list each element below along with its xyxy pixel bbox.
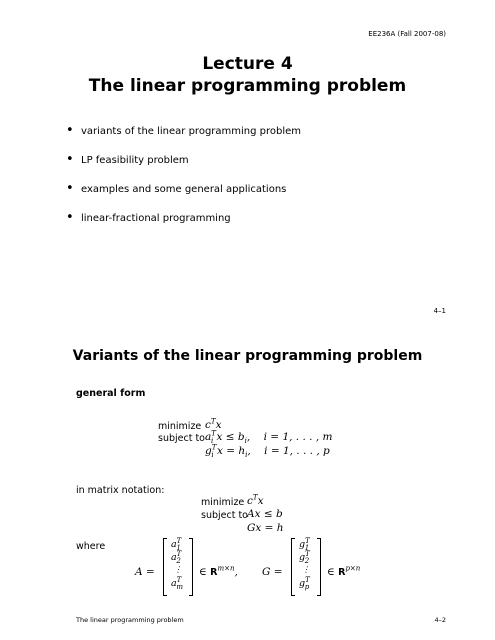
equality-constraint: $g^T_i$ $x = h_i$, i = 1, . . . , p xyxy=(205,443,330,460)
topic-item: • variants of the linear programming problem xyxy=(66,126,301,155)
left-bracket xyxy=(291,538,295,596)
lecture-title: The linear programming problem xyxy=(88,76,407,96)
row-gp: $g^T_p$ xyxy=(299,575,310,591)
left-bracket xyxy=(163,538,167,596)
matrix-g-dimension: ∈ $R^{p\times n}$ xyxy=(327,564,361,578)
minimize-keyword: minimize xyxy=(158,421,202,432)
right-bracket xyxy=(189,538,193,596)
topic-item: • LP feasibility problem xyxy=(66,155,301,184)
slide1-page-number: 4–1 xyxy=(433,307,446,315)
matrix-g xyxy=(291,538,321,596)
row-am: $a^T_m$ xyxy=(171,575,183,591)
row-a2: $a^T_2$ xyxy=(171,549,182,565)
vertical-dots: ⋮ xyxy=(174,565,182,574)
matrix-a xyxy=(163,538,193,596)
slide2-page-number: 4–2 xyxy=(434,616,446,624)
course-label: EE236A (Fall 2007-08) xyxy=(368,30,446,38)
row-g2: $g^T_2$ xyxy=(299,549,310,565)
matrix-notation-label: in matrix notation: xyxy=(76,485,165,496)
right-bracket xyxy=(317,538,321,596)
lecture-number-title: Lecture 4 xyxy=(202,54,293,74)
matrix-inequality: Ax ≤ b xyxy=(247,508,283,520)
row-g1: $g^T_1$ xyxy=(299,536,310,552)
topic-item: • examples and some general applications xyxy=(66,184,301,213)
matrix-g-label: G = xyxy=(262,566,283,578)
section-heading: general form xyxy=(76,388,146,399)
matrix-objective: $c^Tx$ xyxy=(247,493,264,507)
matrix-equality: Gx = h xyxy=(247,522,284,534)
vertical-dots: ⋮ xyxy=(302,565,310,574)
where-label: where xyxy=(76,541,106,552)
slide2-title: Variants of the linear programming problem xyxy=(72,348,423,364)
row-a1: $a^T_1$ xyxy=(171,536,182,552)
matrix-minimize-keyword: minimize xyxy=(201,497,245,508)
topic-list xyxy=(66,126,301,242)
matrix-a-label: A = xyxy=(135,566,155,578)
subject-to-keyword: subject to xyxy=(158,433,205,444)
matrix-a-dimension: ∈ $R^{m\times n}$, xyxy=(199,564,238,578)
footer-title: The linear programming problem xyxy=(76,616,184,624)
matrix-subject-to-keyword: subject to xyxy=(201,510,248,521)
inequality-constraint: $a^T_i$ $x \le b_i$, i = 1, . . . , m xyxy=(205,429,333,446)
topic-item: • linear-fractional programming xyxy=(66,213,301,242)
objective-expression: $c^Tx$ xyxy=(205,417,222,431)
